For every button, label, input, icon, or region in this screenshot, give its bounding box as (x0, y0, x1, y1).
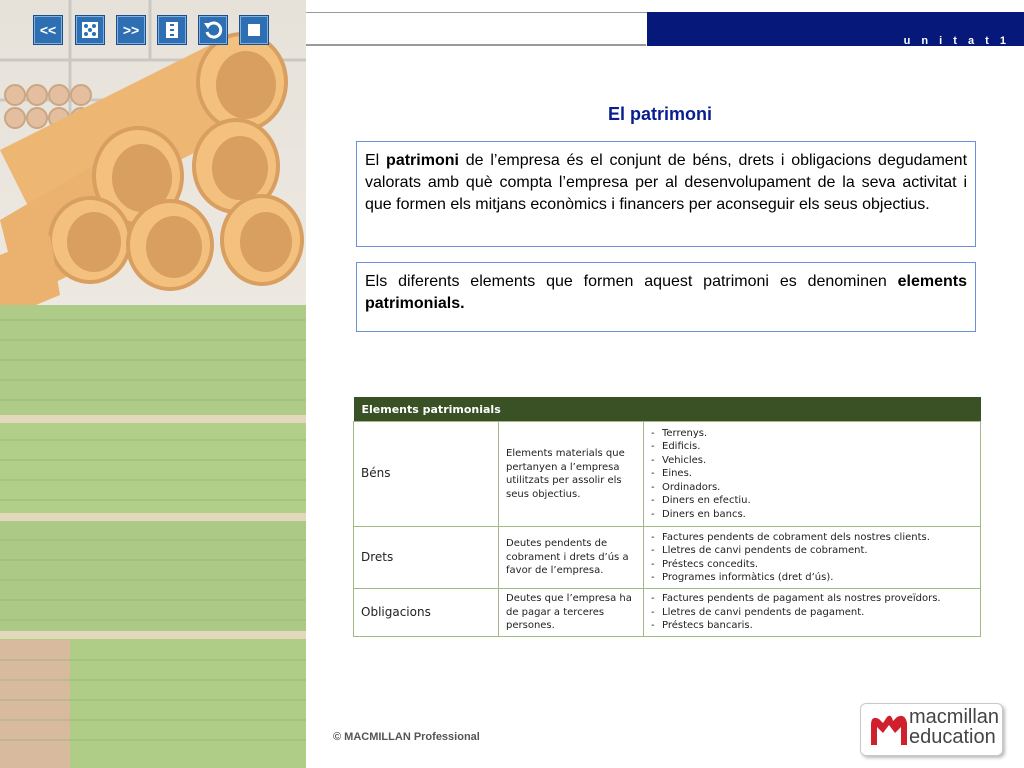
definition-bold: patrimoni (386, 152, 459, 169)
list-item: - Programes informàtics (dret d’ús). (651, 571, 973, 585)
logo-line2: education (909, 726, 996, 748)
header-divider-lower (306, 44, 646, 46)
index-button[interactable] (157, 15, 187, 45)
table-row (354, 527, 981, 589)
undo-button[interactable] (198, 15, 228, 45)
stop-button[interactable] (239, 15, 269, 45)
stop-icon (247, 23, 261, 37)
list-item: - Lletres de canvi pendents de pagament. (651, 606, 973, 620)
list-item: - Préstecs concedits. (651, 558, 973, 572)
index-icon (164, 21, 180, 39)
list-item: - Ordinadors. (651, 481, 973, 495)
logo-line1: macmillan (909, 706, 1000, 728)
table-header: Elements patrimonials (354, 397, 981, 422)
list-item: - Terrenys. (651, 427, 973, 441)
definition-box (356, 141, 976, 247)
list-item: - Edificis. (651, 440, 973, 454)
row-name: Béns (354, 422, 499, 527)
elements-bold: elements patrimonials. (365, 273, 967, 312)
logo-text (909, 707, 999, 747)
list-item: - Préstecs bancaris. (651, 619, 973, 633)
menu-button[interactable] (75, 15, 105, 45)
list-item: - Factures pendents de cobrament dels nostres clients. (651, 531, 973, 545)
items-list (651, 592, 973, 633)
back-button[interactable] (33, 15, 63, 45)
table-row (354, 422, 981, 527)
menu-icon (81, 21, 99, 39)
definition-text-1: El (365, 152, 387, 169)
copyright: © MACMILLAN Professional (333, 731, 480, 743)
list-item: - Factures pendents de pagament als nostres proveïdors. (651, 592, 973, 606)
list-item: - Lletres de canvi pendents de cobrament. (651, 544, 973, 558)
row-items (644, 527, 981, 589)
definition-text-2: de l’empresa és el conjunt de béns, drets i obligacions degudament valorats amb què compta l’empresa per al desenvolupament de la seva activitat i que formen els mitjans econòmics i financers per aconseguir els seus objectius. (365, 152, 968, 213)
list-item: - Vehicles. (651, 454, 973, 468)
unit-label: u n i t a t 1 (903, 35, 1010, 47)
row-description: Deutes pendents de cobrament i drets d’ús a favor de l’empresa. (499, 527, 644, 589)
forward-icon: >> (122, 22, 140, 38)
forward-button[interactable] (116, 15, 146, 45)
back-icon: << (39, 22, 57, 38)
list-item: - Eines. (651, 467, 973, 481)
elements-box (356, 262, 976, 332)
items-list (651, 427, 973, 522)
elements-table (353, 397, 981, 637)
row-items (644, 589, 981, 637)
header-bar (647, 12, 1024, 46)
items-list (651, 531, 973, 585)
background-photo (0, 0, 306, 768)
page-title: El patrimoni (607, 104, 712, 124)
elements-text: Els diferents elements que formen aquest patrimoni es denominen (365, 273, 898, 290)
row-items (644, 422, 981, 527)
list-item: - Diners en efectiu. (651, 494, 973, 508)
macmillan-logo-icon (869, 711, 909, 747)
row-name: Obligacions (354, 589, 499, 637)
row-description: Elements materials que pertanyen a l’empresa utilitzats per assolir els seus objectius. (499, 422, 644, 527)
table-header-row (354, 397, 981, 422)
list-item: - Diners en bancs. (651, 508, 973, 522)
table-row (354, 589, 981, 637)
row-name: Drets (354, 527, 499, 589)
macmillan-logo (860, 703, 1003, 756)
undo-icon (203, 20, 223, 40)
row-description: Deutes que l’empresa ha de pagar a terceres persones. (499, 589, 644, 637)
